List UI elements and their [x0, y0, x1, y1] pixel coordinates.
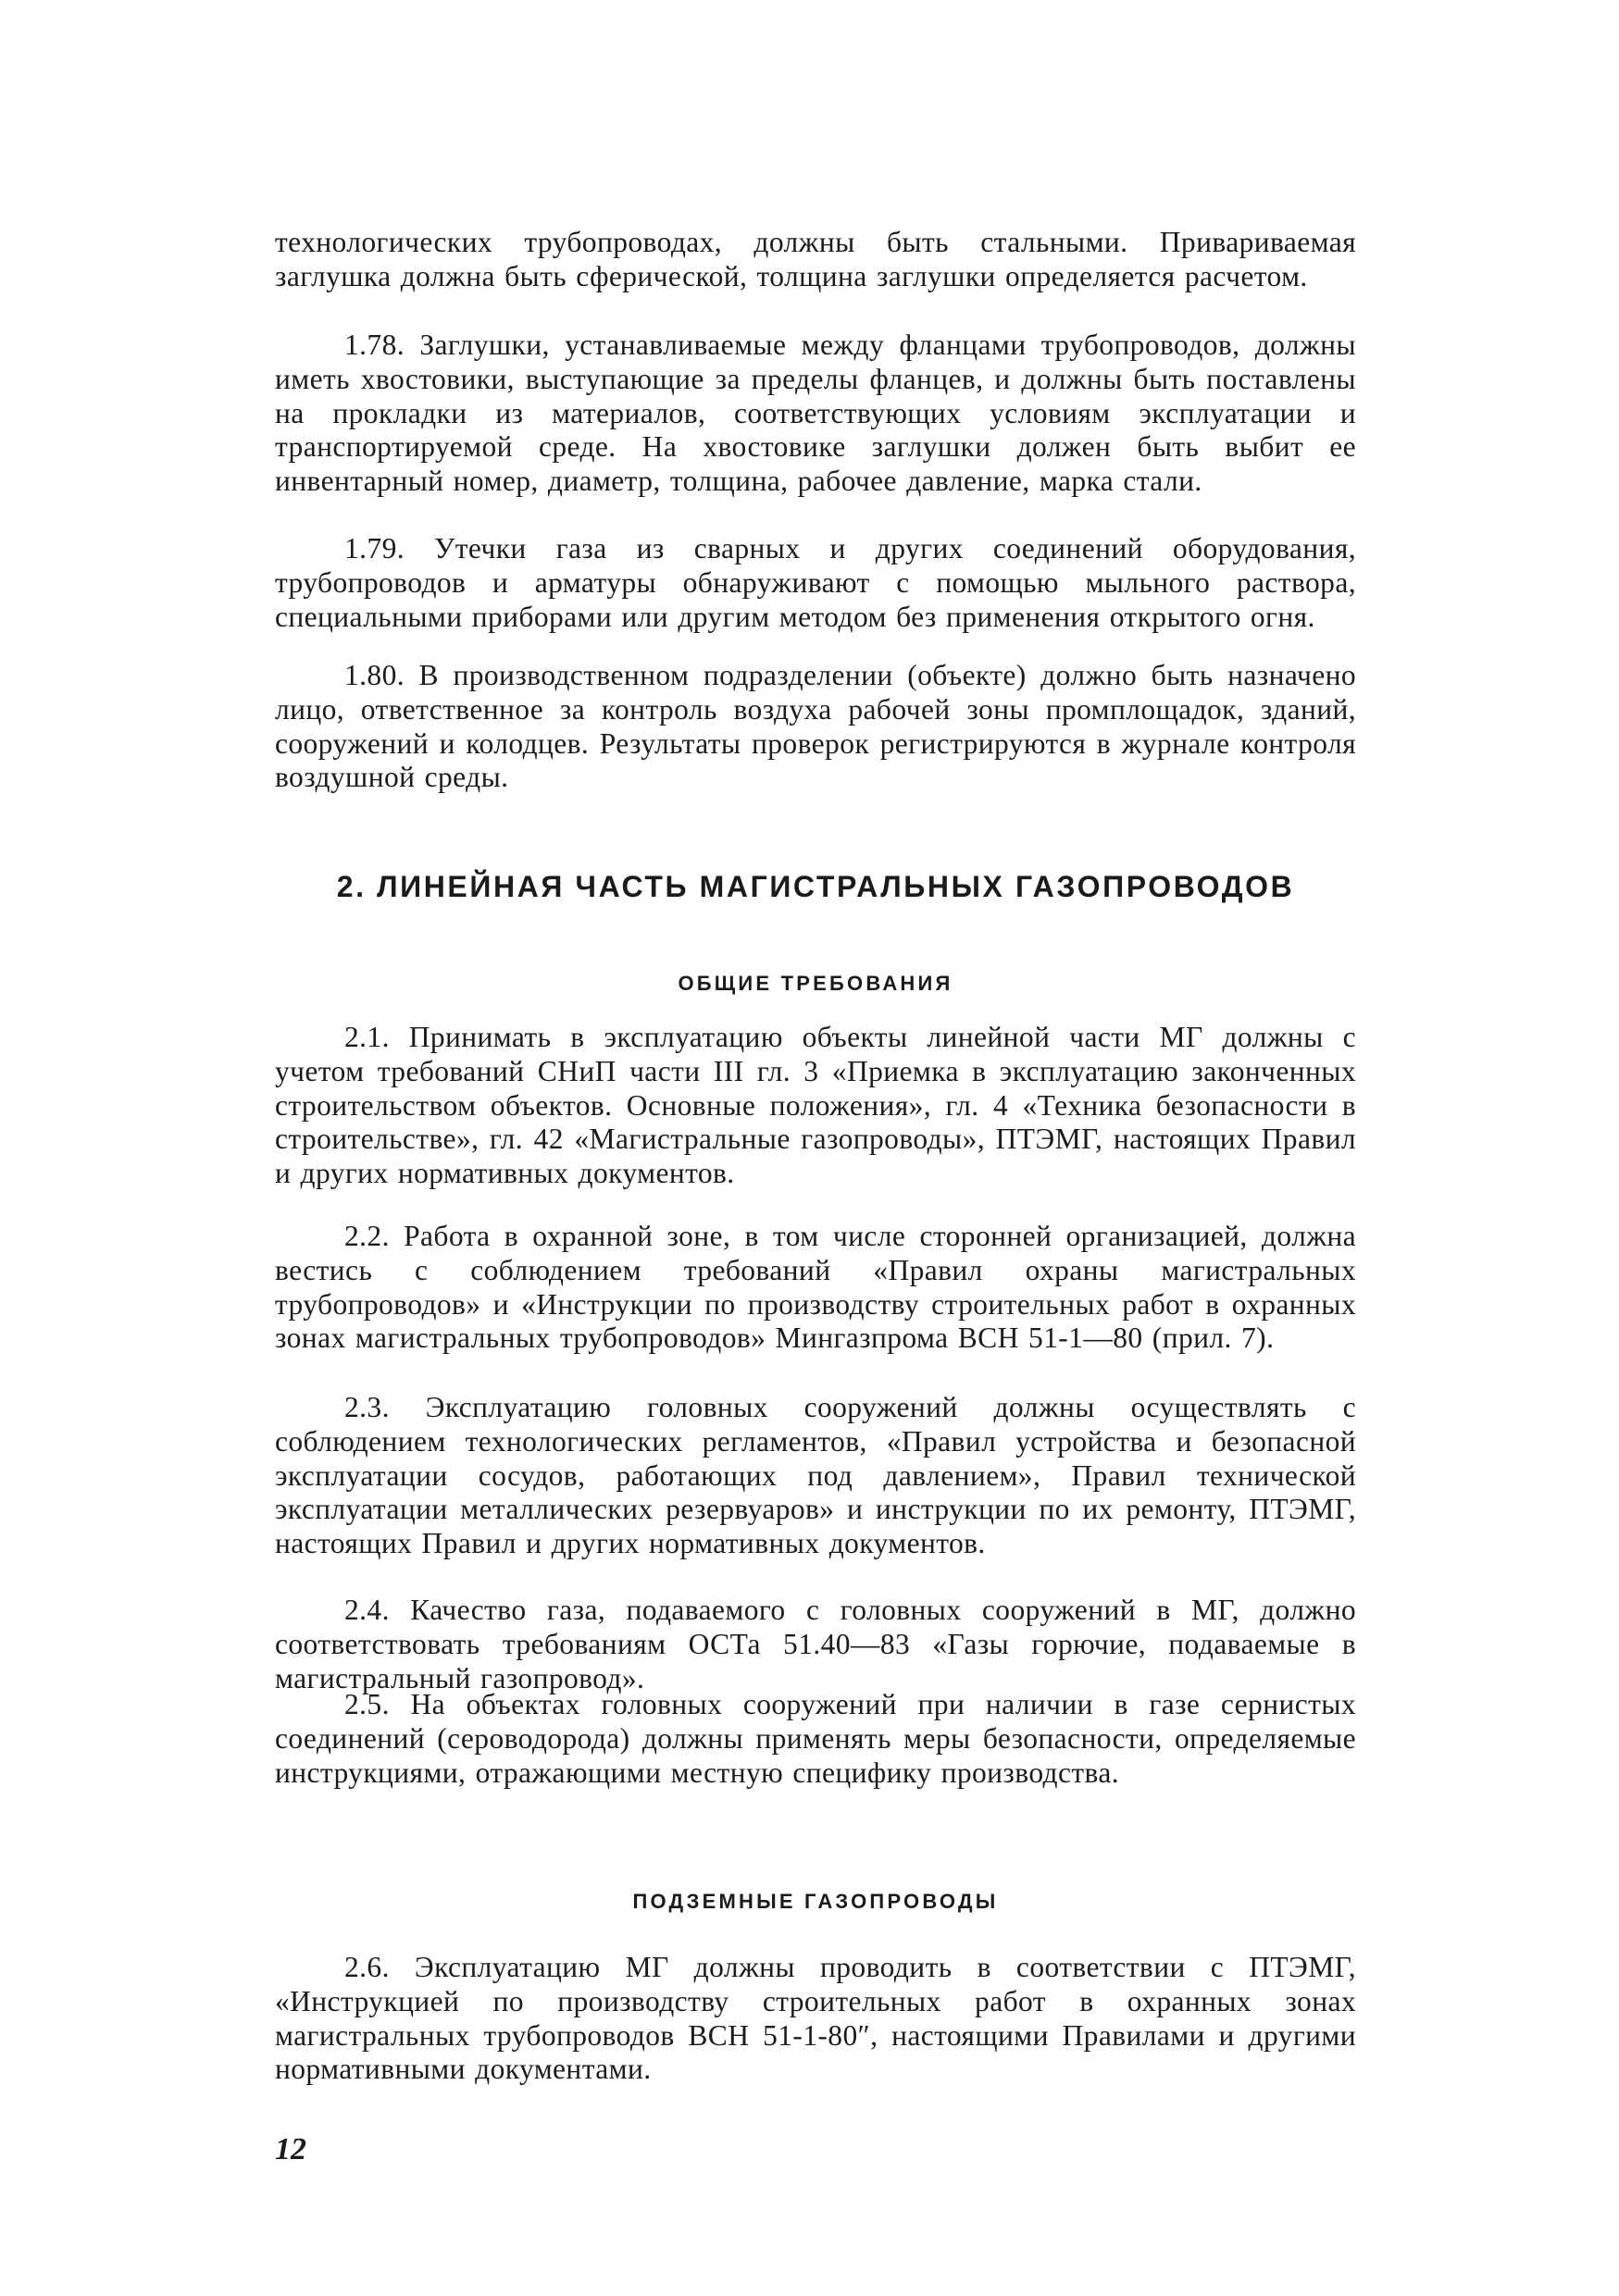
paragraph-2-5: 2.5. На объектах головных сооружений при наличии в газе сернистых соединений (сероводорода) должны применять меры безопасности, определяемые инструкциями, отражающими местную специфику производства.: [275, 1688, 1356, 1789]
page-number: 12: [275, 2132, 306, 2166]
paragraph-2-2: 2.2. Работа в охранной зоне, в том числе сторонней организацией, должна вестись с соблюдением требований «Правил охраны магистральных трубопроводов» и «Инструкции по производству строительных работ в охранных зонах магистральных трубопроводов» Мингазпрома ВСН 51-1—80 (прил. 7).: [275, 1220, 1356, 1355]
paragraph-2-4: 2.4. Качество газа, подаваемого с головных сооружений в МГ, должно соответствовать требованиям ОСТа 51.40—83 «Газы горючие, подаваемые в магистральный газопровод».: [275, 1594, 1356, 1694]
paragraph-1-78: 1.78. Заглушки, устанавливаемые между фланцами трубопроводов, должны иметь хвостовики, выступающие за пределы фланцев, и должны быть поставлены на прокладки из материалов, соответствующих условиям эксплуатации и транспортируемой среде. На хвостовике заглушки должен быть выбит ее инвентарный номер, диаметр, толщина, рабочее давление, марка стали.: [275, 329, 1356, 498]
section-title: 2. ЛИНЕЙНАЯ ЧАСТЬ МАГИСТРАЛЬНЫХ ГАЗОПРОВОДОВ: [336, 870, 1295, 903]
paragraph-2-1: 2.1. Принимать в эксплуатацию объекты линейной части МГ должны с учетом требований СНиП части III гл. 3 «Приемка в эксплуатацию законченных строительством объектов. Основные положения», гл. 4 «Техника безопасности в строительстве», гл. 42 «Магистральные газопроводы», ПТЭМГ, настоящих Правил и других нормативных документов.: [275, 1021, 1356, 1190]
paragraph-2-3: 2.3. Эксплуатацию головных сооружений должны осуществлять с соблюдением технологических регламентов, «Правил устройства и безопасной эксплуатации сосудов, работающих под давлением», Правил технической эксплуатации металлических резервуаров» и инструкции по их ремонту, ПТЭМГ, настоящих Правил и других нормативных документов.: [275, 1391, 1356, 1560]
paragraph-2-6: 2.6. Эксплуатацию МГ должны проводить в соответствии с ПТЭМГ, «Инструкцией по производству строительных работ в охранных зонах магистральных трубопроводов ВСН 51-1-80″, настоящими Правилами и другими нормативными документами.: [275, 1951, 1356, 2086]
paragraph-1-80: 1.80. В производственном подразделении (объекте) должно быть назначено лицо, ответственное за контроль воздуха рабочей зоны промплощадок, зданий, сооружений и колодцев. Результаты проверок регистрируются в журнале контроля воздушной среды.: [275, 659, 1356, 794]
paragraph-1-79: 1.79. Утечки газа из сварных и других соединений оборудования, трубопроводов и арматуры обнаруживают с помощью мыльного раствора, специальными приборами или другим методом без применения открытого огня.: [275, 532, 1356, 633]
paragraph-continuation: технологических трубопроводах, должны быть стальными. Привариваемая заглушка должна быть сферической, толщина заглушки определяется расчетом.: [275, 226, 1356, 292]
subsection-title-general: ОБЩИЕ ТРЕБОВАНИЯ: [678, 972, 953, 995]
subsection-title-underground: ПОДЗЕМНЫЕ ГАЗОПРОВОДЫ: [632, 1890, 999, 1913]
